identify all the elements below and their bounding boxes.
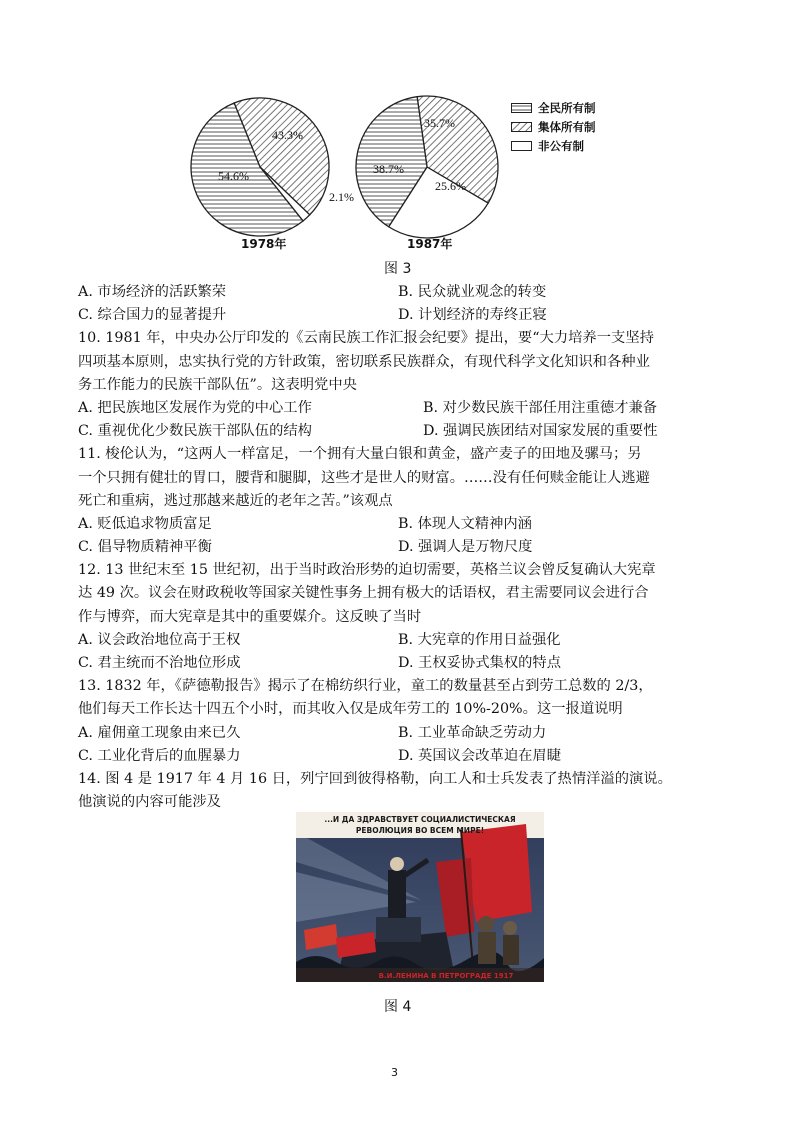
q9-options-row-2 — [78, 304, 718, 327]
q11-stem-line-2: 一个只拥有健壮的胃口，腰背和腿脚，这些才是世人的财富。……没有任何赎金能让人逃避 — [78, 469, 650, 486]
q11-option-b[interactable]: B. 体现人文精神内涵 — [398, 515, 532, 532]
q9-option-c[interactable]: C. 综合国力的显著提升 — [78, 307, 227, 324]
q10-stem-line-2: 四项基本原则，忠实执行党的方针政策，密切联系民族群众，有现代科学文化知识和各种业 — [78, 353, 650, 370]
q14-stem-line-1: 14. 图 4 是 1917 年 4 月 16 日，列宁回到彼得格勒，向工人和士兵发表了热情洋溢的演说。 — [78, 770, 672, 787]
legend-label-collective: 集体所有制 — [538, 119, 596, 134]
pie-1978-year: 1978年 — [241, 237, 287, 251]
q11-option-a[interactable]: A. 贬低追求物质富足 — [78, 515, 212, 532]
q12-stem-line-1: 12. 13 世纪末至 15 世纪初，出于当时政治形势的迫切需要，英格兰议会曾反复确认大宪章 — [78, 562, 656, 579]
legend-swatch-diagonal — [511, 122, 532, 132]
legend-swatch-horizontal — [511, 103, 532, 113]
pie-1987-label-public: 38.7% — [373, 162, 404, 176]
q12-option-a[interactable]: A. 议会政治地位高于王权 — [78, 631, 241, 648]
pie-1978-label-public: 54.6% — [218, 169, 249, 183]
q10-stem-line-1: 10. 1981 年，中央办公厅印发的《云南民族工作汇报会纪要》提出，要“大力培养一支坚持 — [78, 330, 654, 347]
q12-option-d[interactable]: D. 王权妥协式集权的特点 — [398, 655, 562, 671]
q9-option-b[interactable]: B. 民众就业观念的转变 — [398, 284, 547, 300]
q13-options-row-2 — [78, 745, 718, 768]
legend-swatch-blank — [511, 141, 532, 151]
figure-3-pie-charts — [185, 86, 645, 276]
q11-options-row-2 — [78, 536, 718, 559]
page-number: 3 — [391, 1066, 398, 1079]
poster-caption-line-1: ...И ДА ЗДРАВСТВУЕТ СОЦИАЛИСТИЧЕСКАЯ — [324, 815, 516, 824]
q14-stem-line-2: 他演说的内容可能涉及 — [78, 794, 221, 811]
legend-label-nonpublic: 非公有制 — [538, 138, 584, 153]
q13-option-b[interactable]: B. 工业革命缺乏劳动力 — [398, 724, 547, 741]
legend-item-collective — [511, 117, 596, 136]
q9-option-d[interactable]: D. 计划经济的寿终正寝 — [398, 307, 547, 324]
pie-legend — [511, 98, 596, 155]
q10-option-d[interactable]: D. 强调民族团结对国家发展的重要性 — [423, 423, 658, 440]
q12-option-b[interactable]: B. 大宪章的作用日益强化 — [398, 631, 561, 648]
q10-stem-line-3: 务工作能力的民族干部队伍”。这表明党中央 — [78, 376, 357, 393]
q10-options-row-1 — [78, 397, 718, 420]
poster-footer-text: В.И.ЛЕНИНА В ПЕТРОГРАДЕ 1917 — [378, 972, 514, 980]
poster-caption-line-2: РЕВОЛЮЦИЯ ВО ВСЕМ МИРЕ! — [355, 826, 485, 835]
q11-stem-line-1: 11. 梭伦认为，“这两人一样富足，一个拥有大量白银和黄金，盛产麦子的田地及骡马；另 — [78, 446, 642, 463]
legend-item-public — [511, 98, 596, 117]
q13-options-row-1 — [78, 722, 718, 745]
q11-stem-line-3: 死亡和重病，逃过那越来越近的老年之苦。”该观点 — [78, 492, 393, 509]
q10-option-c[interactable]: C. 重视优化少数民族干部队伍的结构 — [78, 423, 312, 440]
q12-options-row-2 — [78, 652, 718, 675]
pie-1987-label-collective: 35.7% — [424, 116, 455, 130]
q13-stem-line-2: 他们每天工作长达十四五个小时，而其收入仅是成年劳工的 10%-20%。这一报道说明 — [78, 701, 623, 718]
q9-option-a[interactable]: A. 市场经济的活跃繁荣 — [78, 284, 227, 300]
q13-option-c[interactable]: C. 工业化背后的血腥暴力 — [78, 747, 241, 764]
poster-illustration — [296, 812, 544, 982]
figure-3-caption: 图 3 — [384, 261, 412, 277]
q12-options-row-1 — [78, 629, 718, 652]
q10-option-b[interactable]: B. 对少数民族干部任用注重德才兼备 — [423, 399, 658, 416]
pie-1987-year: 1987年 — [407, 237, 453, 251]
figure-4-lenin-poster — [296, 812, 544, 982]
pie-1978-label-collective: 43.3% — [272, 128, 303, 142]
q12-stem-line-3: 作与博弈，而大宪章是其中的重要媒介。这反映了当时 — [78, 608, 422, 625]
q11-option-d[interactable]: D. 强调人是万物尺度 — [398, 539, 533, 556]
q10-option-a[interactable]: A. 把民族地区发展作为党的中心工作 — [78, 399, 312, 416]
q12-option-c[interactable]: C. 君主统而不治地位形成 — [78, 655, 241, 671]
q13-option-a[interactable]: A. 雇佣童工现象由来已久 — [78, 724, 241, 741]
q9-options-row-1 — [78, 281, 718, 304]
q13-stem-line-1: 13. 1832 年，《萨德勒报告》揭示了在棉纺织行业，童工的数量甚至占到劳工总数的 2/3， — [78, 678, 653, 695]
pie-1978-label-nonpublic: 2.1% — [329, 190, 354, 204]
questions-content — [78, 281, 718, 814]
q11-options-row-1 — [78, 513, 718, 536]
legend-label-public: 全民所有制 — [538, 100, 596, 115]
legend-item-nonpublic — [511, 136, 596, 155]
figure-4-caption: 图 4 — [384, 999, 412, 1015]
q11-option-c[interactable]: C. 倡导物质精神平衡 — [78, 539, 212, 556]
q10-options-row-2 — [78, 420, 718, 443]
q12-stem-line-2: 达 49 次。议会在财政税收等国家关键性事务上拥有极大的话语权，君主需要同议会进行合 — [78, 585, 649, 602]
pie-1987-label-nonpublic: 25.6% — [435, 179, 466, 193]
q13-option-d[interactable]: D. 英国议会改革迫在眉睫 — [398, 747, 562, 764]
